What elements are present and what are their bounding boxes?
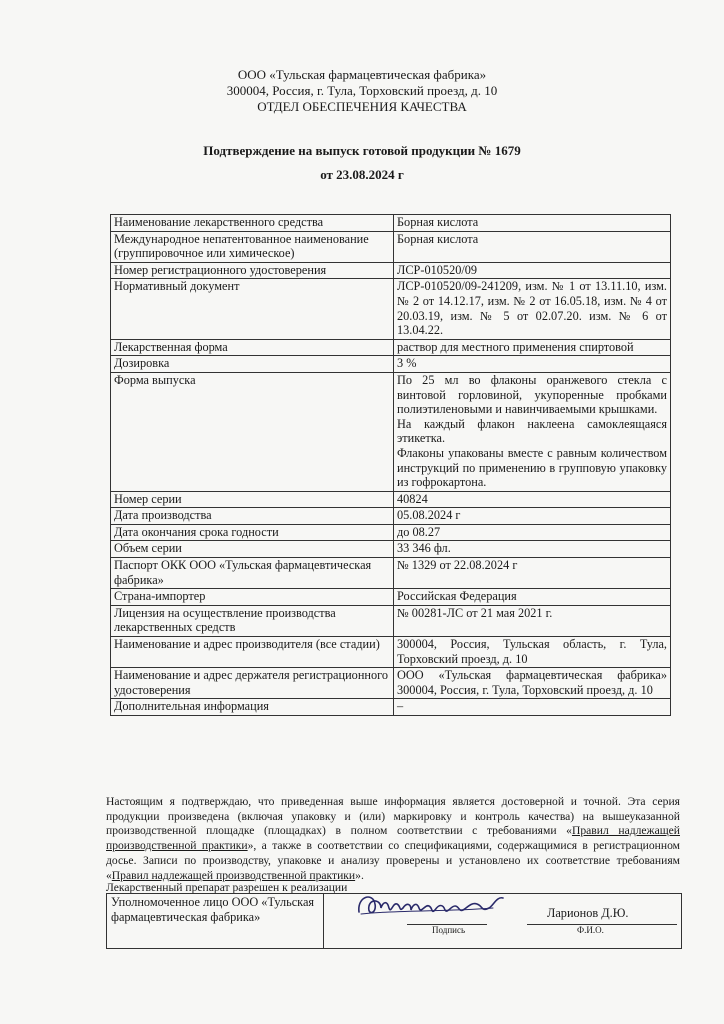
field-label: Международное непатентованное наименование (группировочное или химическое): [111, 231, 394, 262]
table-row: [111, 339, 671, 356]
table-row: [111, 508, 671, 525]
handwritten-signature: [353, 882, 513, 926]
department-name: ОТДЕЛ ОБЕСПЕЧЕНИЯ КАЧЕСТВА: [257, 99, 467, 114]
table-row: [111, 699, 671, 716]
field-label: Дата окончания срока годности: [111, 524, 394, 541]
field-value-paragraph: Флаконы упакованы вместе с равным количеством инструкций по применению в групповую упаковку из гофрокартона.: [397, 445, 667, 490]
table-row: [111, 215, 671, 232]
signature-caption: Подпись: [432, 925, 466, 935]
field-value: [394, 508, 671, 525]
table-row: [111, 589, 671, 606]
field-label: Номер серии: [111, 491, 394, 508]
field-value: [394, 279, 671, 339]
field-value-paragraph: –: [397, 699, 404, 714]
field-value-paragraph: По 25 мл во флаконы оранжевого стекла с винтовой горловиной, укупоренные пробками полиэтиленовыми и навинчиваемыми крышками.: [397, 372, 667, 417]
release-allowed-note: Лекарственный препарат разрешен к реализации: [106, 881, 348, 894]
field-value-paragraph: до 08.27: [397, 524, 441, 539]
confirmation-statement: [106, 795, 680, 883]
field-label: Страна-импортер: [111, 589, 394, 606]
table-row: [111, 541, 671, 558]
field-value: [394, 589, 671, 606]
table-row: [111, 231, 671, 262]
table-row: [111, 605, 671, 636]
field-value-paragraph: раствор для местного применения спиртовой: [397, 339, 634, 354]
table-row: [111, 279, 671, 339]
field-label: Нормативный документ: [111, 279, 394, 339]
field-value-paragraph: Борная кислота: [397, 231, 479, 246]
signature-divider: [323, 894, 324, 949]
gmp-reference-1: Правил надлежащей производственной практики: [106, 824, 680, 853]
field-value: [394, 524, 671, 541]
table-row: [111, 524, 671, 541]
field-value: [394, 541, 671, 558]
field-label: Дата производства: [111, 508, 394, 525]
field-value: [394, 372, 671, 491]
signature-block: [106, 893, 682, 949]
field-label: Лекарственная форма: [111, 339, 394, 356]
field-value-paragraph: Российская Федерация: [397, 589, 517, 604]
table-row: [111, 637, 671, 668]
company-name: ООО «Тульская фармацевтическая фабрика»: [237, 67, 487, 82]
field-value-paragraph: Борная кислота: [397, 215, 479, 229]
field-value-paragraph: ООО «Тульская фармацевтическая фабрика» 300004, Россия, г. Тула, Торховский проезд, д. 10: [397, 668, 667, 697]
gmp-reference-2: Правил надлежащей производственной практики: [111, 868, 356, 882]
table-row: [111, 356, 671, 373]
field-value-paragraph: № 00281-ЛС от 21 мая 2021 г.: [397, 605, 553, 620]
statement-part-3: ».: [355, 868, 364, 882]
field-value: [394, 558, 671, 589]
field-value: [394, 699, 671, 716]
field-value-paragraph: ЛСР-010520/09: [397, 262, 478, 277]
field-value-paragraph: 300004, Россия, Тульская область, г. Тула, Торховский проезд, д. 10: [397, 637, 667, 666]
table-row: [111, 558, 671, 589]
table-row: [111, 262, 671, 279]
field-value-paragraph: На каждый флакон наклеена самоклеящаяся этикетка.: [397, 416, 667, 446]
field-label: Наименование и адрес производителя (все стадии): [111, 637, 394, 668]
field-label: Лицензия на осуществление производства лекарственных средств: [111, 605, 394, 636]
table-row: [111, 668, 671, 699]
field-label: Наименование лекарственного средства: [111, 215, 394, 232]
field-label: Наименование и адрес держателя регистрационного удостоверения: [111, 668, 394, 699]
field-value: [394, 356, 671, 373]
field-label: Дополнительная информация: [111, 699, 394, 716]
field-value-paragraph: 40824: [397, 491, 428, 506]
field-label: Форма выпуска: [111, 372, 394, 491]
field-value-paragraph: 33 346 фл.: [397, 541, 451, 556]
name-caption: Ф.И.О.: [577, 925, 604, 935]
field-value-paragraph: 05.08.2024 г: [397, 508, 461, 523]
statement-part-2: », а также в соответствии со спецификациями, содержащимися в регистрационном досье. Записи по производству, упаковке и анализу проверены и установлено их соответствие требованиям «: [106, 839, 680, 882]
responsible-person: Уполномоченное лицо ООО «Тульская фармацевтическая фабрика»: [111, 895, 315, 924]
field-value-paragraph: 3 %: [397, 356, 417, 371]
field-value: [394, 605, 671, 636]
field-label: Номер регистрационного удостоверения: [111, 262, 394, 279]
field-value-paragraph: № 1329 от 22.08.2024 г: [397, 558, 518, 573]
table-row: [111, 491, 671, 508]
signer-name: Ларионов Д.Ю.: [547, 906, 629, 920]
field-value: [394, 339, 671, 356]
table-row: [111, 372, 671, 491]
field-label: Объем серии: [111, 541, 394, 558]
release-info-table: [110, 214, 671, 716]
field-label: Паспорт ОКК ООО «Тульская фармацевтическая фабрика»: [111, 558, 394, 589]
document-title: Подтверждение на выпуск готовой продукции № 1679: [203, 143, 521, 158]
company-address: 300004, Россия, г. Тула, Торховский проезд, д. 10: [226, 83, 498, 98]
document-date: от 23.08.2024 г: [320, 167, 404, 182]
field-value: [394, 231, 671, 262]
field-value: [394, 262, 671, 279]
statement-part-1: Настоящим я подтверждаю, что приведенная выше информация является достоверной и точной. Эта серия продукции произведена (включая упаковку и (или) маркировку и контроль качества) на вышеуказанной производственной площадке (площадках) в полном соответствии с требованиями «: [106, 795, 680, 838]
field-value: [394, 215, 671, 232]
field-value: [394, 668, 671, 699]
field-value-paragraph: ЛСР-010520/09-241209, изм. № 1 от 13.11.10, изм. № 2 от 14.12.17, изм. № 2 от 16.05.18, изм. № 4 от 20.03.19, изм. № 5 от 02.07.20. изм. № 6 от 13.04.22.: [397, 279, 667, 338]
field-value: [394, 491, 671, 508]
field-label: Дозировка: [111, 356, 394, 373]
field-value: [394, 637, 671, 668]
